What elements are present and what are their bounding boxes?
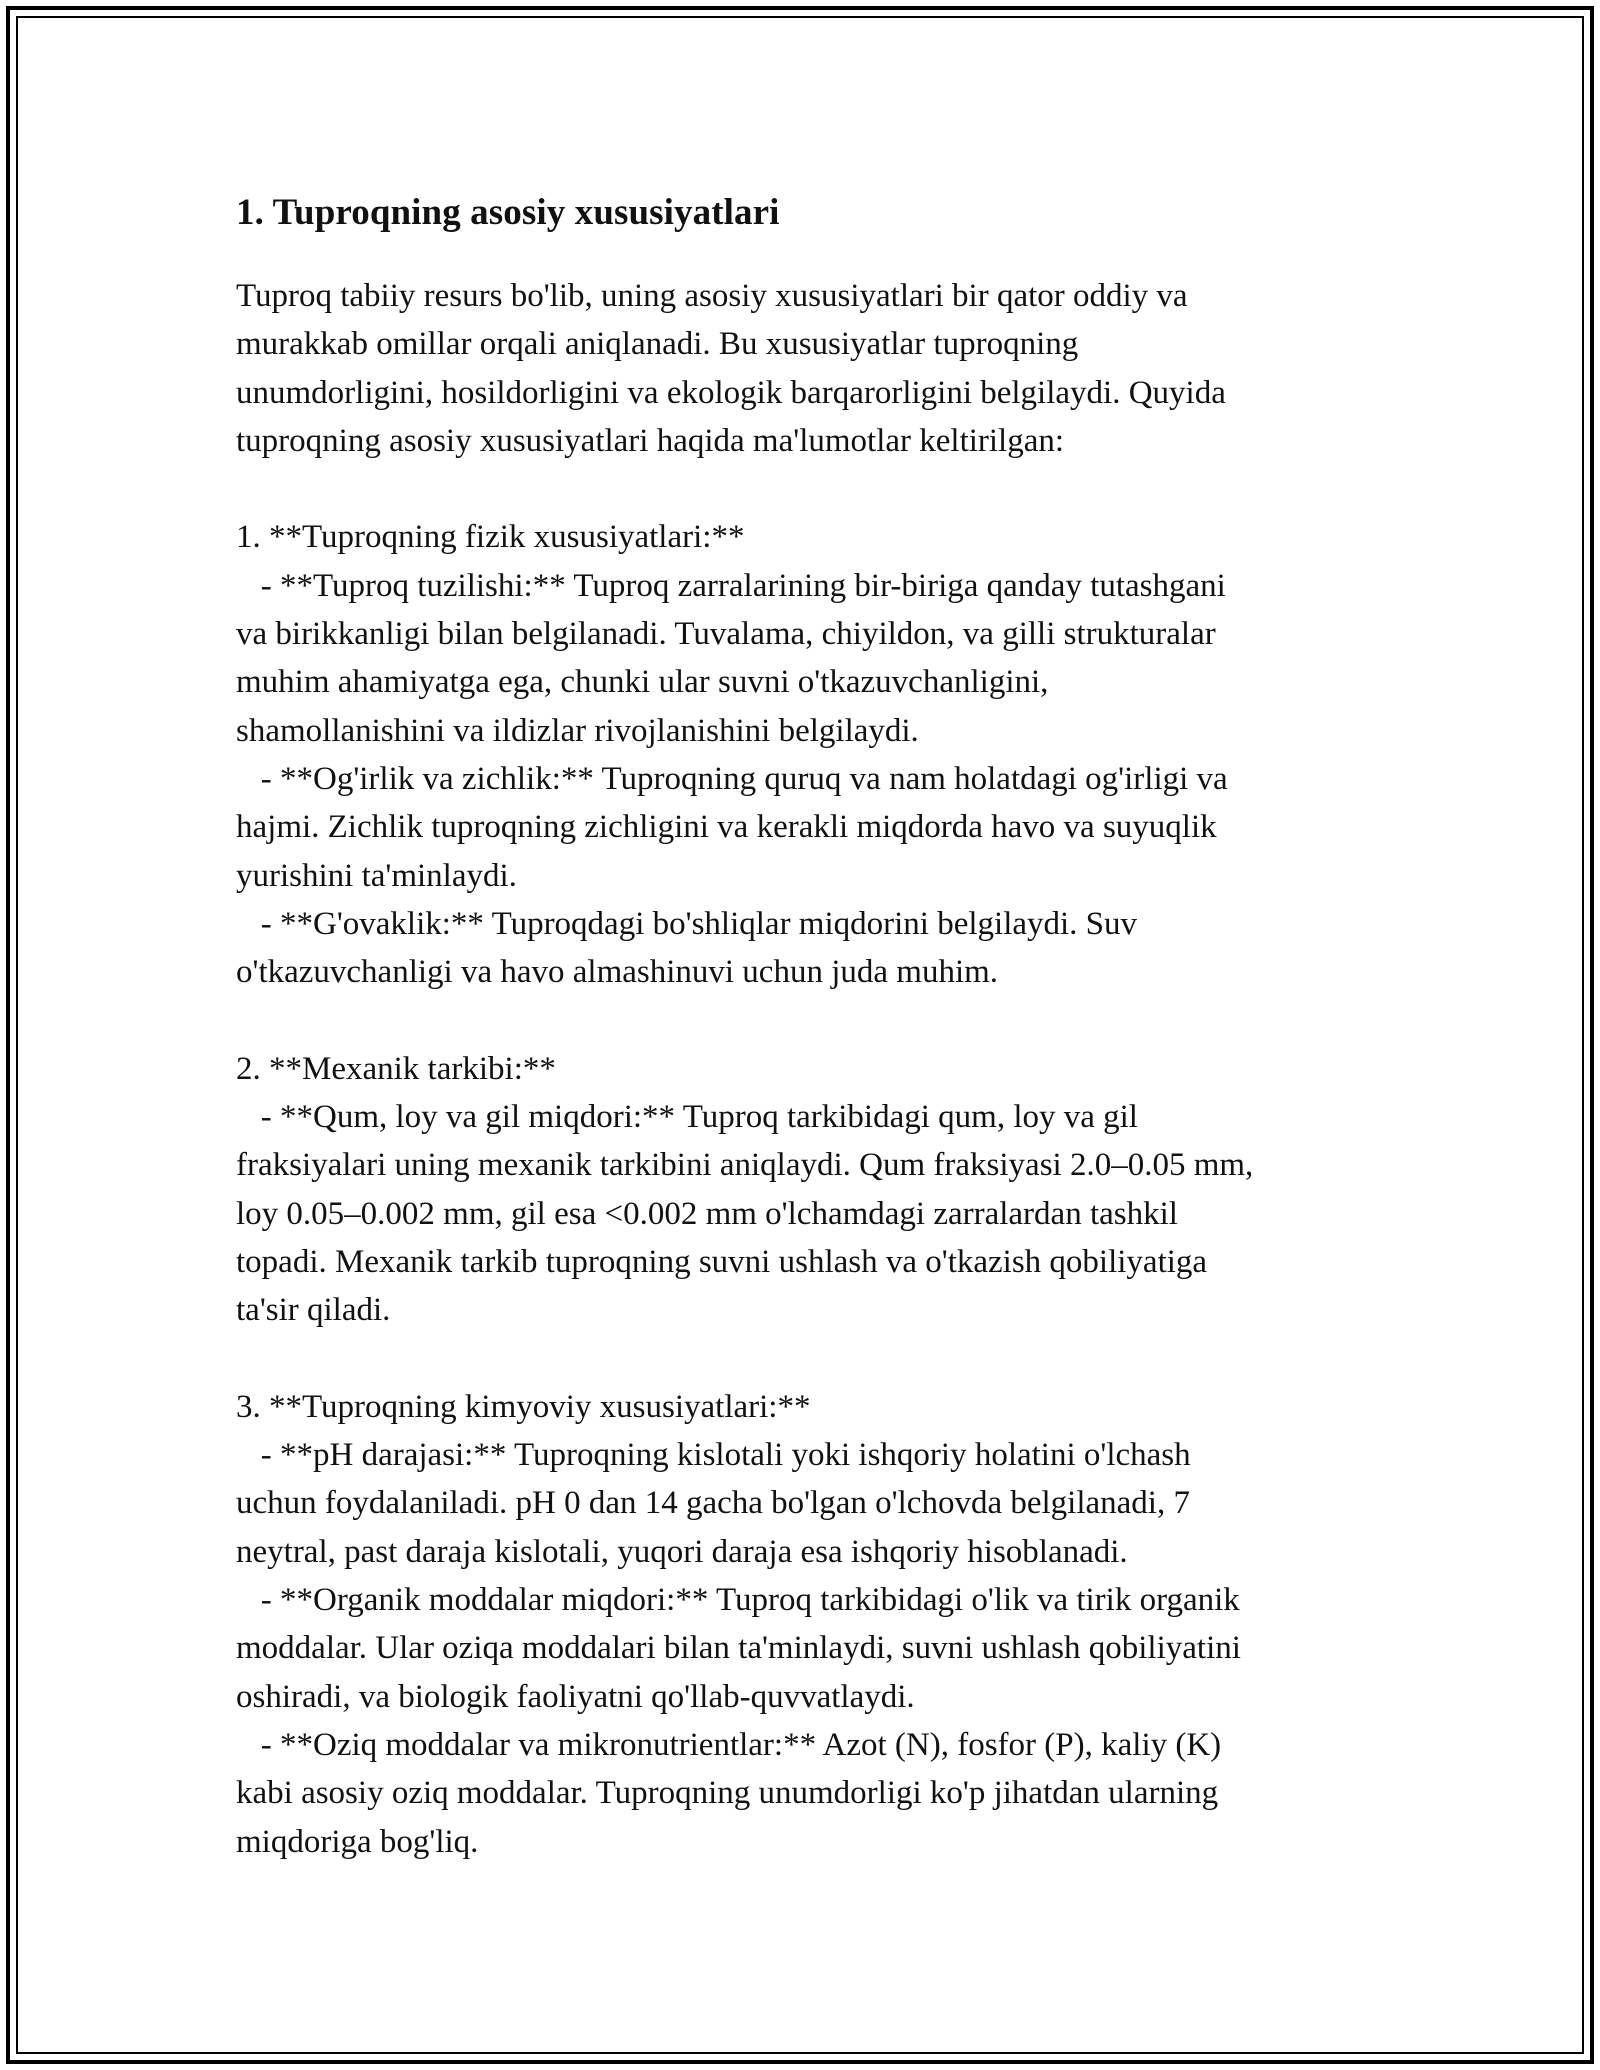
document-title: 1. Tuproqning asosiy xususiyatlari (236, 192, 780, 233)
document-body: Tuproq tabiiy resurs bo'lib, uning asosiy xususiyatlari bir qator oddiy va murakkab omillar orqali aniqlanadi. Bu xususiyatlar tuproqning unumdorligini, hosildorligini va ekologik barqarorligini belgilaydi. Quyida tuproqning asosiy xususiyatlari haqida ma'lumotlar keltirilgan: 1. **Tuproqning fizik xususiyatlari:** - **Tuproq tuzilishi:** Tuproq zarralarining bir-biriga qanday tutashgani va birikkanligi bilan belgilanadi. Tuvalama, chiyildon, va gilli strukturalar muhim ahamiyatga ega, chunki ular suvni o'tkazuvchanligini, shamollanishini va ildizlar rivojlanishini belgilaydi. - **Og'irlik va zichlik:** Tuproqning quruq va nam holatdagi og'irligi va hajmi. Zichlik tuproqning zichligini va kerakli miqdorda havo va suyuqlik yurishini ta'minlaydi. - **G'ovaklik:** Tuproqdagi bo'shliqlar miqdorini belgilaydi. Suv o'tkazuvchanligi va havo almashinuvi uchun juda muhim. 2. **Mexanik tarkibi:** - **Qum, loy va gil miqdori:** Tuproq tarkibidagi qum, loy va gil fraksiyalari uning mexanik tarkibini aniqlaydi. Qum fraksiyasi 2.0–0.05 mm, loy 0.05–0.002 mm, gil esa <0.002 mm o'lchamdagi zarralardan tashkil topadi. Mexanik tarkib tuproqning suvni ushlash va o'tkazish qobiliyatiga ta'sir qiladi. 3. **Tuproqning kimyoviy xususiyatlari:** - **pH darajasi:** Tuproqning kislotali yoki ishqoriy holatini o'lchash uchun foydalaniladi. pH 0 dan 14 gacha bo'lgan o'lchovda belgilanadi, 7 neytral, past daraja kislotali, yuqori daraja esa ishqoriy hisoblanadi. - **Organik moddalar miqdori:** Tuproq tarkibidagi o'lik va tirik organik moddalar. Ular oziqa moddalari bilan ta'minlaydi, suvni ushlash qobiliyatini oshiradi, va biologik faoliyatni qo'llab-quvvatlaydi. - **Oziq moddalar va mikronutrientlar:** Azot (N), fosfor (P), kaliy (K) kabi asosiy oziq moddalar. Tuproqning unumdorligi ko'p jihatdan ularning miqdoriga bog'liq. (236, 278, 1254, 1860)
document-content (236, 186, 1376, 1866)
